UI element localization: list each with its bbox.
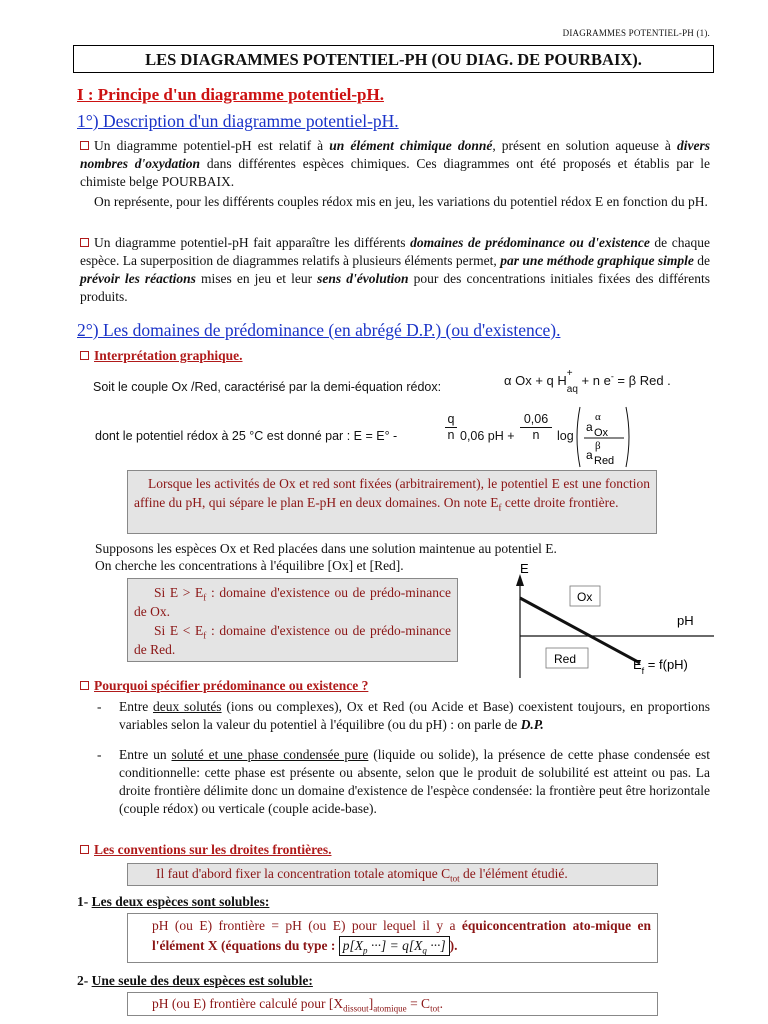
bullet-icon (80, 238, 89, 247)
ph-term: 0,06 pH + (460, 429, 515, 443)
red-label: Red (554, 652, 577, 666)
e-ph-diagram (500, 560, 720, 685)
suppose-line-1: Supposons les espèces Ox et Red placées dans une solution maintenue au potentiel E. (95, 541, 557, 556)
dash-item-condensed: Entre un soluté et une phase condensée pure (liquide ou solide), la présence de cette phase condensée est conditionnelle: cette phase est présente ou absente, selon que le produit de solubilité est atteint ou pas. La droite frontière délimite donc un domaine d'existence de l'espèce condensée: la frontière peut être horizontale (couple rédox) ou verticale (couple acide-base). (119, 747, 710, 816)
running-header: DIAGRAMMES POTENTIEL-PH (1). (562, 28, 710, 38)
svg-text:β: β (595, 440, 601, 452)
svg-text:α: α (595, 411, 601, 423)
svg-text:Ox: Ox (594, 427, 609, 439)
y-axis-label: E (520, 561, 529, 576)
paragraph-description-1: Un diagramme potentiel-pH est relatif à un élément chimique donné, présent en solution aqueuse à divers nombres d'oxydation dans différentes espèces chimiques. Ces diagrammes ont été proposés et établis par le chimiste belge POURBAIX. (80, 138, 711, 189)
svg-text:a: a (586, 448, 593, 462)
fraction-006-over-n: 0,06 n (520, 412, 552, 443)
note-box-equiconcentration: pH (ou E) frontière = pH (ou E) pour lequel il y a équiconcentration ato-mique en l'élément X (équations du type : $p[X_p$ ···] = $q[X_q$ ···] ). (127, 913, 658, 963)
potential-text: dont le potentiel rédox à 25 °C est donné par : E = E° - (95, 429, 398, 443)
bullet-icon (80, 845, 89, 854)
paragraph-description-2: On représente, pour les différents couples rédox mis en jeu, les variations du potentiel rédox E en fonction du pH. (94, 194, 708, 209)
suppose-line-2: On cherche les concentrations à l'équilibre [Ox] et [Red]. (95, 558, 404, 573)
paragraph-description-3: Un diagramme potentiel-pH fait apparaître les différents domaines de prédominance ou d'existence de chaque espèce. La superposition de diagrammes relatifs à plusieurs éléments permet, par une méthode graphique simple de prévoir les réactions mises en jeu et leur sens d'évolution pour des concentrations initiales fixées des différents produits. (80, 235, 711, 304)
formula-box: $p[X_p$ ···] = $q[X_q$ ···] (339, 936, 450, 956)
fraction-q-over-n: q n (445, 412, 457, 443)
section-heading: I : Principe d'un diagramme potentiel-pH. (77, 85, 384, 104)
svg-text:a: a (586, 420, 593, 434)
x-axis-label: pH (677, 613, 694, 628)
bullet-icon (80, 351, 89, 360)
dash-icon: - (97, 747, 102, 762)
dash-item-solutes: Entre deux solutés (ions ou complexes), Ox et Red (ou Acide et Base) coexistent toujours, en proportions variables selon la valeur du potentiel à l'équilibre (ou du pH) : on parle de D.P. (119, 699, 710, 732)
subsection-heading-1: 1°) Description d'un diagramme potentiel-pH. (77, 111, 399, 131)
note-box-one-soluble: pH (ou E) frontière calculé pour $[X_{dissout}]_{atomique} = C_{tot}$. (127, 992, 658, 1016)
page-title: LES DIAGRAMMES POTENTIEL-PH (OU DIAG. DE POURBAIX). (73, 45, 714, 73)
svg-text:Red: Red (594, 455, 615, 467)
note-box-affine: Lorsque les activités de Ox et red sont fixées (arbitrairement), le potentiel E est une fonction affine du pH, qui sépare le plan E-pH en deux domaines. On note $E_f$ cette droite frontière. (127, 470, 657, 534)
dash-icon: - (97, 699, 102, 714)
half-equation: α Ox + q H + $_{aq}$ + n e- = β Red . (504, 368, 671, 395)
case-2-heading: 2- Une seule des deux espèces est soluble: (77, 973, 313, 988)
why-heading: Pourquoi spécifier prédominance ou existence ? (80, 677, 368, 695)
conventions-heading: Les conventions sur les droites frontières. (80, 841, 332, 859)
case-1-heading: 1- Les deux espèces sont solubles: (77, 894, 270, 909)
activity-ratio (574, 405, 634, 469)
interpretation-heading: Interprétation graphique. (80, 347, 243, 365)
note-box-domains: Si $E > E_f$ : domaine d'existence ou de prédo-minance de Ox. Si $E < E_f$ : domaine d'existence ou de prédo-minance de Red. (127, 578, 458, 662)
subsection-heading-2: 2°) Les domaines de prédominance (en abrégé D.P.) (ou d'existence). (77, 320, 561, 340)
ox-label: Ox (577, 590, 593, 604)
frontier-label: $E_f = f(pH)$ (633, 657, 688, 676)
bullet-icon (80, 141, 89, 150)
note-box-ctot: Il faut d'abord fixer la concentration totale atomique $C_{tot}$ de l'élément étudié. (127, 863, 658, 886)
bullet-icon (80, 681, 89, 690)
couple-text: Soit le couple Ox /Red, caractérisé par la demi-équation rédox: (93, 380, 442, 394)
log-label: log (557, 429, 574, 443)
